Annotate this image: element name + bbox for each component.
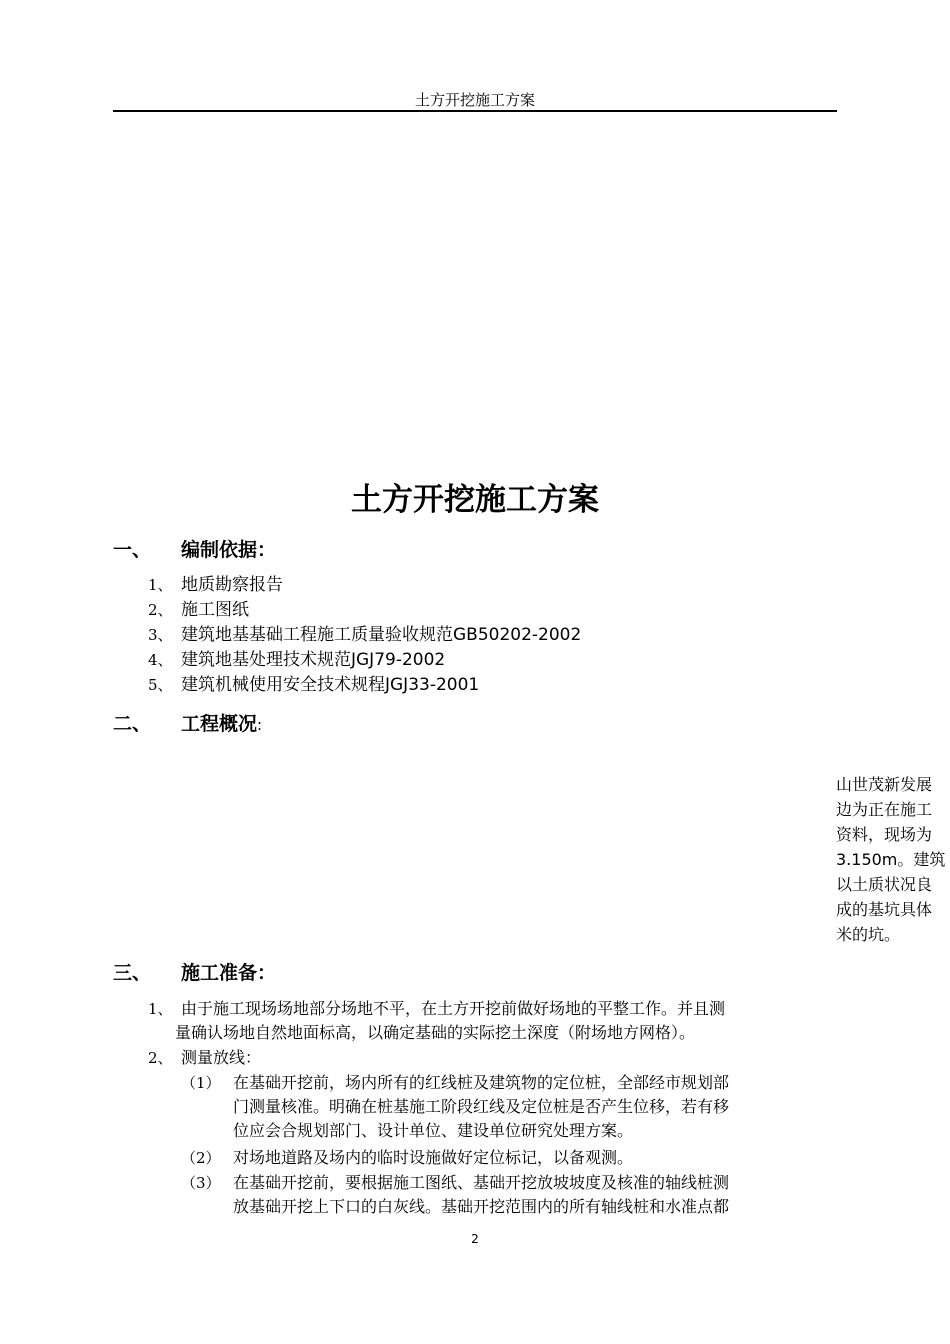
- sub-item: （1） 在基础开挖前，场内所有的红线桩及建筑物的定位桩，全部经市规划部 门测量核准。明确在桩基施工阶段红线及定位桩是否产生位移，若有移 位应会合规划部门、设计单位、建设单位研究处理方案。: [181, 1071, 841, 1143]
- section-label: 施工准备：: [181, 962, 277, 984]
- overview-line: 成的基坑具体: [836, 900, 933, 919]
- document-title: 土方开挖施工方案: [351, 482, 599, 518]
- paragraph-line: 门测量核准。明确在桩基施工阶段红线及定位桩是否产生位移，若有移: [233, 1097, 730, 1116]
- paragraph-line: 在基础开挖前，场内所有的红线桩及建筑物的定位桩，全部经市规划部: [233, 1073, 730, 1092]
- paragraph-line: 对场地道路及场内的临时设施做好定位标记，以备观测。: [233, 1148, 634, 1167]
- document-page: 土方开挖施工方案 土方开挖施工方案 一、 编制依据： 1、 地质勘察报告 2、 施工图纸 3、 建筑地基基础工程施工质量验收规范GB50202-2002 4、 建筑地基处理技术规范JGJ79-2002 5、 建筑机械使用安全技术规程JGJ33-2001 二、 工程概况: 山世茂新发展 边为正在施工 资料，现场为 3.150m。建筑 以土质状况良 成的基坑具体 米的坑。 三、 施工准备： 1、 由于施工现场场地部分场地不平，在土方开挖前做好场地的平整工作。并且测 量确认场地自然地面标高，以确定基础的实际挖土深度（附场地方网格）。 2、 测量放线： （1） 在基础开挖前，场内所有的红线桩及建筑物的定位桩，全部经市规划部 门测量核准。明确在桩基施工阶段红线及定位桩是否产生位移，若有移 位应会合规划部门、设计单位、建设单位研究处理方案。 （2） 对场地道路及场内的临时设施做好定位标记，以备观测。 （3） 在基础开挖前，要根据施工图纸、基础开挖放坡坡度及核准的轴线桩测 放基础开挖上下口的白灰线。基础开挖范围内的所有轴线桩和水准点都 2: [0, 0, 950, 1344]
- paragraph-line: 在基础开挖前，要根据施工图纸、基础开挖放坡坡度及核准的轴线桩测: [233, 1173, 730, 1192]
- sub-item: （3） 在基础开挖前，要根据施工图纸、基础开挖放坡坡度及核准的轴线桩测 放基础开挖上下口的白灰线。基础开挖范围内的所有轴线桩和水准点都: [181, 1171, 841, 1219]
- sub-item: （2） 对场地道路及场内的临时设施做好定位标记，以备观测。: [181, 1146, 841, 1170]
- section-number: 三、: [113, 962, 152, 984]
- paragraph-line: 位应会合规划部门、设计单位、建设单位研究处理方案。: [233, 1121, 634, 1140]
- section-label: 编制依据：: [181, 539, 277, 561]
- overview-line: 边为正在施工: [836, 800, 933, 819]
- page-number: 2: [471, 1232, 479, 1246]
- overview-line: 资料，现场为: [836, 825, 933, 844]
- overview-text-block: [836, 772, 950, 947]
- paragraph-line: 由于施工现场场地部分场地不平，在土方开挖前做好场地的平整工作。并且测: [181, 999, 726, 1018]
- overview-line: 以土质状况良: [836, 875, 933, 894]
- section-number: 二、: [113, 713, 152, 735]
- prep-item: 2、 测量放线：: [148, 1046, 838, 1070]
- overview-line: 山世茂新发展: [836, 775, 933, 794]
- overview-line: 3.150m。建筑: [836, 850, 946, 869]
- paragraph-line: 量确认场地自然地面标高，以确定基础的实际挖土深度（附场地方网格）。: [175, 1023, 696, 1042]
- paragraph-line: 放基础开挖上下口的白灰线。基础开挖范围内的所有轴线桩和水准点都: [233, 1197, 730, 1216]
- prep-item: 1、 由于施工现场场地部分场地不平，在土方开挖前做好场地的平整工作。并且测 量确认场地自然地面标高，以确定基础的实际挖土深度（附场地方网格）。: [148, 997, 838, 1045]
- section-label: 工程概况: [181, 713, 258, 735]
- header-rule: [113, 110, 837, 112]
- overview-line: 米的坑。: [836, 925, 901, 944]
- section-number: 一、: [113, 539, 152, 561]
- paragraph-line: 测量放线：: [181, 1048, 262, 1067]
- running-header: 土方开挖施工方案: [414, 91, 535, 109]
